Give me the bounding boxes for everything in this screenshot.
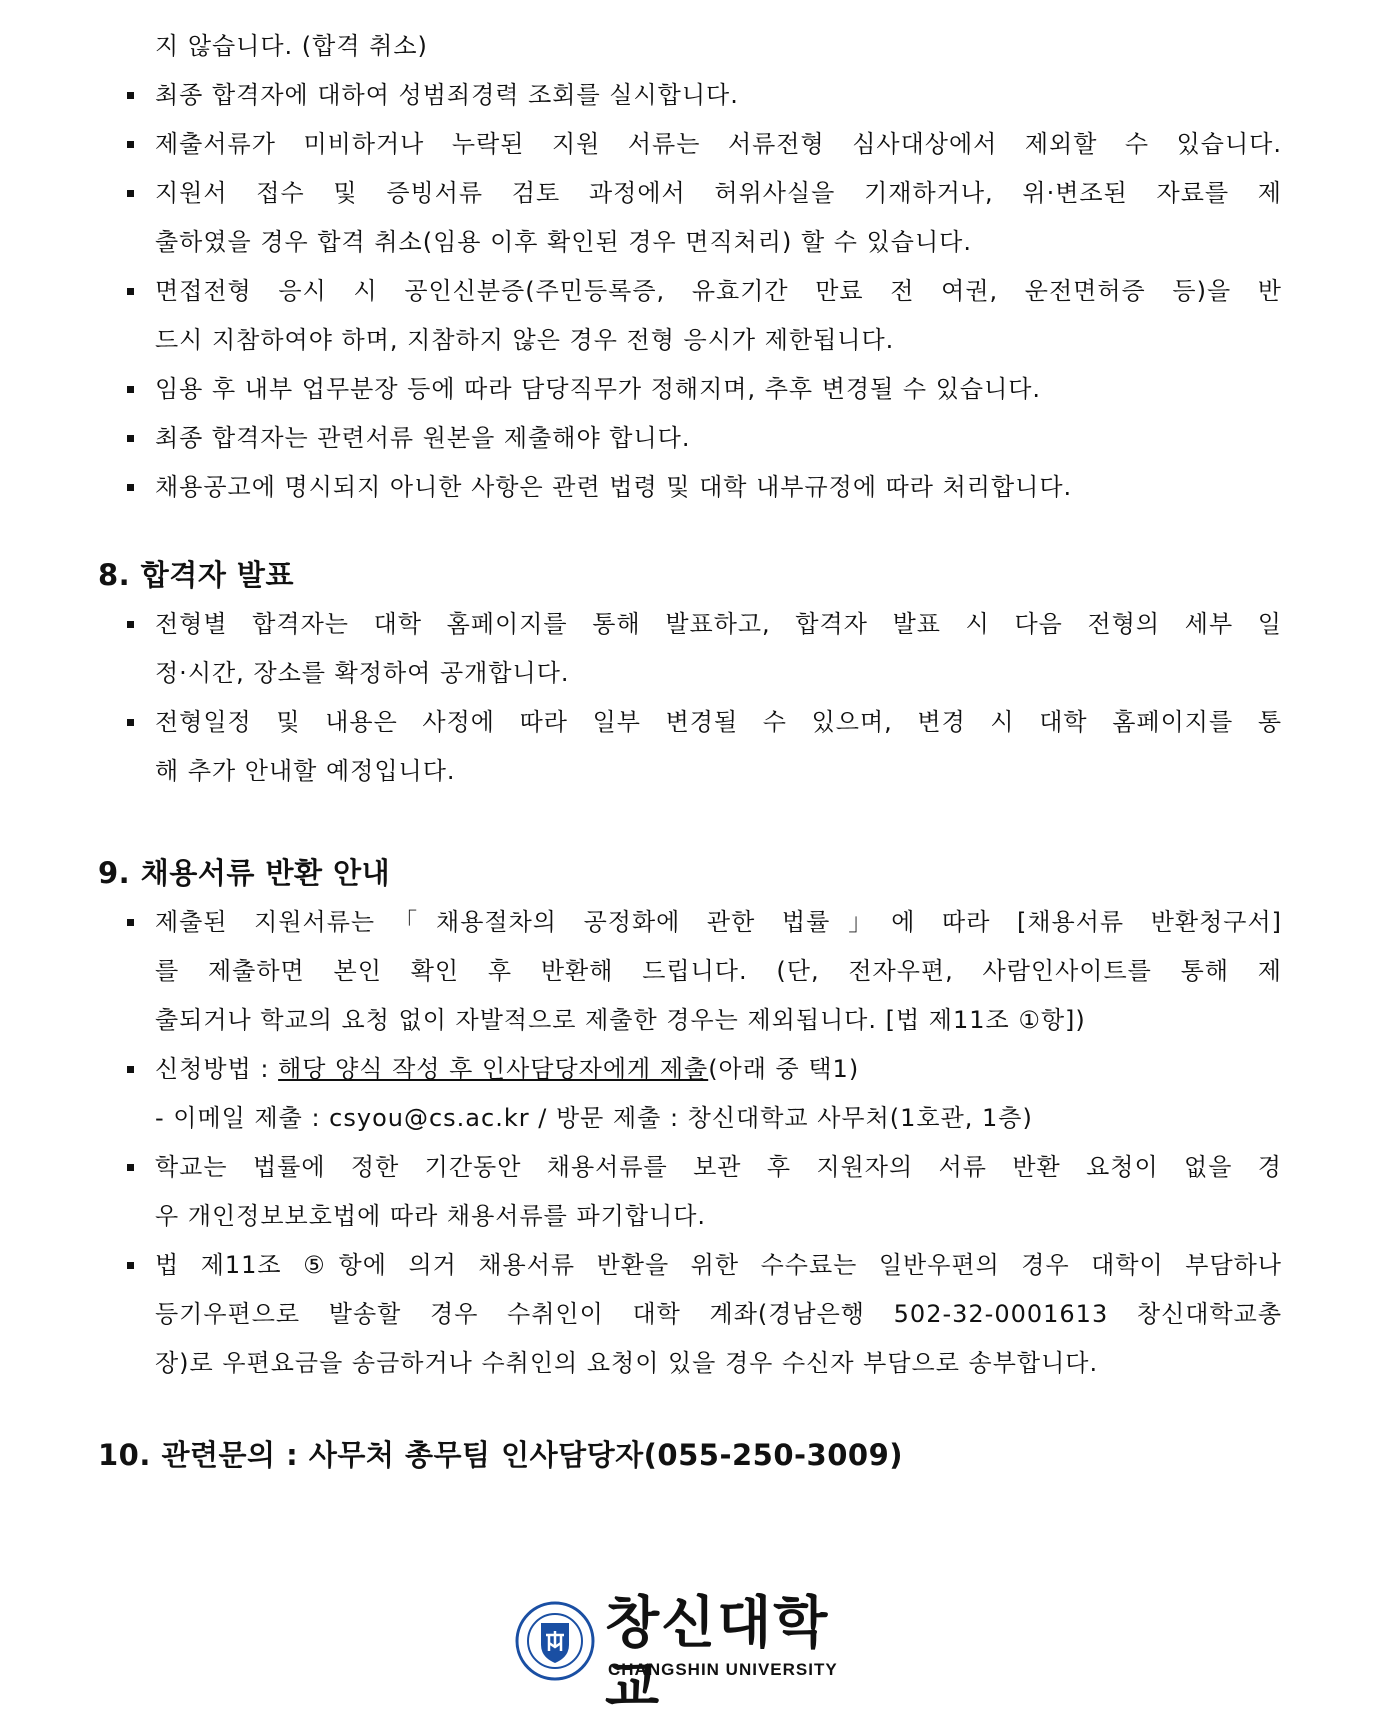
list-item-cont: [98, 1339, 1282, 1388]
bullet-icon: [127, 435, 134, 442]
list-item-cont: [98, 316, 1282, 365]
method-label: 신청방법 :: [155, 1055, 279, 1083]
line-text: 장)로 우편요금을 송금하거나 수취인의 요청이 있을 경우 수신자 부담으로 송부합니다.: [155, 1349, 1099, 1377]
line-text: 정·시간, 장소를 확정하여 공개합니다.: [155, 659, 570, 687]
line-text: 등기우편으로 발송할 경우 수취인이 대학 계좌(경남은행 502-32-0001613 창신대학교총: [155, 1300, 1282, 1328]
list-item: [98, 698, 1282, 747]
line-text: 해 추가 안내할 예정입니다.: [155, 757, 456, 785]
list-item: [98, 600, 1282, 649]
list-item-cont: [98, 218, 1282, 267]
line-text: 법 제11조 ⑤항에 의거 채용서류 반환을 위한 수수료는 일반우편의 경우 대학이 부담하나: [155, 1251, 1282, 1279]
list-item: [98, 1045, 1282, 1094]
bullet-icon: [127, 386, 134, 393]
university-seal-icon: [515, 1601, 595, 1681]
line-text: 우 개인정보보호법에 따라 채용서류를 파기합니다.: [155, 1202, 707, 1230]
bullet-icon: [127, 190, 134, 197]
bullet-icon: [127, 1262, 134, 1269]
bullet-icon: [127, 719, 134, 726]
line-text: 를 제출하면 본인 확인 후 반환해 드립니다. (단, 전자우편, 사람인사이트를 통해 제: [155, 957, 1282, 985]
list-item-cont: [98, 947, 1282, 996]
line-text: 채용공고에 명시되지 아니한 사항은 관련 법령 및 대학 내부규정에 따라 처리합니다.: [155, 473, 1073, 501]
list-item: [98, 463, 1282, 512]
list-item-cont: [98, 649, 1282, 698]
list-item: [98, 414, 1282, 463]
line-text: 출하였을 경우 합격 취소(임용 이후 확인된 경우 면직처리) 할 수 있습니다.: [155, 228, 972, 256]
line-text: 출되거나 학교의 요청 없이 자발적으로 제출한 경우는 제외됩니다. [법 제11조 ①항]): [155, 1006, 1086, 1034]
logo-name-ko: 창신대학교: [605, 1591, 830, 1720]
list-item-cont: [98, 1094, 1282, 1143]
bullet-icon: [127, 919, 134, 926]
list-item-cont: [98, 747, 1282, 796]
bullet-icon: [127, 288, 134, 295]
line-text: 최종 합격자는 관련서류 원본을 제출해야 합니다.: [155, 424, 691, 452]
logo-name-en: CHANGSHIN UNIVERSITY: [608, 1660, 838, 1679]
list-item-cont: [98, 22, 1282, 71]
contact-text: - 이메일 제출 : csyou@cs.ac.kr / 방문 제출 : 창신대학교 사무처(1호관, 1층): [155, 1104, 1033, 1132]
list-item: [98, 267, 1282, 316]
section-heading: 9. 채용서류 반환 안내: [98, 856, 391, 890]
list-item-cont: [98, 1192, 1282, 1241]
bullet-icon: [127, 92, 134, 99]
line-text: 지원서 접수 및 증빙서류 검토 과정에서 허위사실을 기재하거나, 위·변조된 자료를 제: [155, 179, 1282, 207]
list-item: [98, 898, 1282, 947]
bullet-icon: [127, 1066, 134, 1073]
line-text: 임용 후 내부 업무분장 등에 따라 담당직무가 정해지며, 추후 변경될 수 있습니다.: [155, 375, 1042, 403]
line-text: 제출된 지원서류는「채용절차의 공정화에 관한 법률」에 따라 [채용서류 반환청구서]: [155, 908, 1282, 936]
university-logo: [515, 1591, 875, 1720]
list-item: [98, 1143, 1282, 1192]
line-text: 지 않습니다. (합격 취소): [155, 32, 428, 60]
line-text: 전형별 합격자는 대학 홈페이지를 통해 발표하고, 합격자 발표 시 다음 전형의 세부 일: [155, 610, 1282, 638]
list-item: [98, 169, 1282, 218]
list-item: [98, 120, 1282, 169]
list-item: [98, 365, 1282, 414]
method-underlined: 해당 양식 작성 후 인사담당자에게 제출: [278, 1055, 709, 1083]
section-9: [98, 849, 1282, 1388]
list-item: [98, 71, 1282, 120]
line-text: 면접전형 응시 시 공인신분증(주민등록증, 유효기간 만료 전 여권, 운전면허증 등)을 반: [155, 277, 1282, 305]
line-text: 전형일정 및 내용은 사정에 따라 일부 변경될 수 있으며, 변경 시 대학 홈페이지를 통: [155, 708, 1282, 736]
list-item-cont: [98, 1290, 1282, 1339]
bullet-icon: [127, 1164, 134, 1171]
line-text: 제출서류가 미비하거나 누락된 지원 서류는 서류전형 심사대상에서 제외할 수 있습니다.: [155, 130, 1282, 158]
bullet-icon: [127, 621, 134, 628]
section-heading: 10. 관련문의 : 사무처 총무팀 인사담당자(055-250-3009): [98, 1438, 904, 1472]
list-item: [98, 1241, 1282, 1290]
section-8: [98, 551, 1282, 796]
line-text: 학교는 법률에 정한 기간동안 채용서류를 보관 후 지원자의 서류 반환 요청이 없을 경: [155, 1153, 1282, 1181]
line-text: 드시 지참하여야 하며, 지참하지 않은 경우 전형 응시가 제한됩니다.: [155, 326, 895, 354]
section-notes: [98, 22, 1282, 512]
section-10: [98, 1431, 1282, 1480]
list-item-cont: [98, 996, 1282, 1045]
line-text: 최종 합격자에 대하여 성범죄경력 조회를 실시합니다.: [155, 81, 739, 109]
bullet-icon: [127, 141, 134, 148]
bullet-icon: [127, 484, 134, 491]
section-heading: 8. 합격자 발표: [98, 558, 294, 592]
method-tail: (아래 중 택1): [708, 1055, 860, 1083]
